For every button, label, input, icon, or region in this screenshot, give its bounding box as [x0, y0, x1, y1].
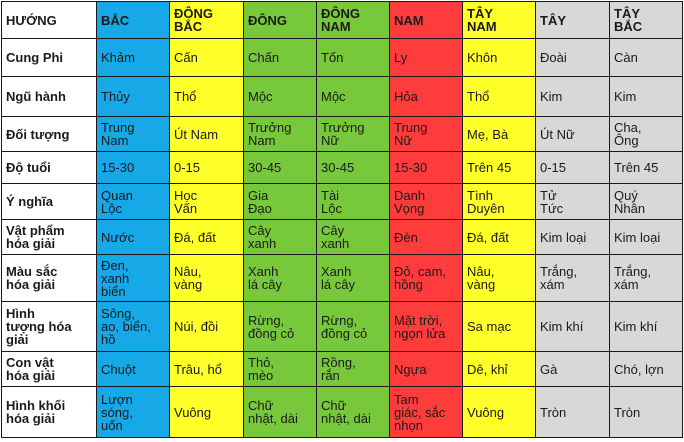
table-row	[2, 220, 683, 255]
table-row	[2, 184, 683, 220]
table-cell: Kim khí	[536, 302, 610, 352]
table-cell: Tròn	[536, 387, 610, 438]
row-header-y-nghia: Ý nghĩa	[2, 184, 97, 220]
table-cell: Rồng, rắn	[317, 352, 390, 387]
table-cell: Trắng, xám	[610, 255, 683, 302]
row-header-vat-pham: Vật phẩm hóa giải	[2, 220, 97, 255]
table-cell: 15-30	[97, 152, 170, 184]
table-cell: Hỏa	[390, 77, 463, 117]
table-cell: Tốn	[317, 39, 390, 77]
table-cell: Lượn sóng, uốn	[97, 387, 170, 438]
table-cell: Thỏ, mèo	[244, 352, 317, 387]
table-cell: 30-45	[244, 152, 317, 184]
corner-header: HƯỚNG	[2, 2, 97, 39]
table-row	[2, 302, 683, 352]
table-cell: Chó, lợn	[610, 352, 683, 387]
table-cell: Dê, khỉ	[463, 352, 536, 387]
table-cell: Nước	[97, 220, 170, 255]
table-cell: Trâu, hổ	[170, 352, 244, 387]
table-cell: 30-45	[317, 152, 390, 184]
table-cell: Đá, đất	[170, 220, 244, 255]
table-cell: Cấn	[170, 39, 244, 77]
table-row	[2, 352, 683, 387]
table-cell: Trưởng Nam	[244, 117, 317, 152]
table-cell: Cây xanh	[317, 220, 390, 255]
table-cell: Đoài	[536, 39, 610, 77]
header-row	[2, 2, 683, 39]
table-cell: Kim	[536, 77, 610, 117]
table-cell: Quý Nhân	[610, 184, 683, 220]
table-cell: Trắng, xám	[536, 255, 610, 302]
table-cell: Chữ nhật, dài	[317, 387, 390, 438]
table-cell: Mộc	[244, 77, 317, 117]
table-row	[2, 117, 683, 152]
feng-shui-direction-table	[1, 1, 683, 438]
row-header-do-tuoi: Độ tuổi	[2, 152, 97, 184]
table-cell: Đá, đất	[463, 220, 536, 255]
table-cell: Vuông	[170, 387, 244, 438]
table-cell: Gà	[536, 352, 610, 387]
table-cell: Kim khí	[610, 302, 683, 352]
row-header-mau-sac: Màu sắc hóa giải	[2, 255, 97, 302]
table-cell: Tình Duyên	[463, 184, 536, 220]
table-cell: Mặt trời, ngọn lửa	[390, 302, 463, 352]
table-cell: Cha, Ông	[610, 117, 683, 152]
table-cell: Ly	[390, 39, 463, 77]
table-cell: Chuột	[97, 352, 170, 387]
table-cell: Tròn	[610, 387, 683, 438]
table-cell: Thổ	[170, 77, 244, 117]
col-header-tay-nam: TÂY NAM	[463, 2, 536, 39]
table-cell: Tam giác, sắc nhọn	[390, 387, 463, 438]
table-cell: Quan Lộc	[97, 184, 170, 220]
row-header-hinh-khoi: Hình khối hóa giải	[2, 387, 97, 438]
table-cell: Tài Lộc	[317, 184, 390, 220]
table-cell: Càn	[610, 39, 683, 77]
row-header-cung-phi: Cung Phi	[2, 39, 97, 77]
table-cell: Út Nữ	[536, 117, 610, 152]
table-cell: Nâu, vàng	[170, 255, 244, 302]
row-header-doi-tuong: Đối tượng	[2, 117, 97, 152]
table-cell: Thổ	[463, 77, 536, 117]
col-header-tay-bac: TÂY BẮC	[610, 2, 683, 39]
table-row	[2, 152, 683, 184]
table-cell: Tử Tức	[536, 184, 610, 220]
row-header-con-vat: Con vật hóa giải	[2, 352, 97, 387]
table-cell: Danh Vọng	[390, 184, 463, 220]
col-header-tay: TÂY	[536, 2, 610, 39]
table-row	[2, 255, 683, 302]
table-cell: Trung Nam	[97, 117, 170, 152]
table-cell: Vuông	[463, 387, 536, 438]
table-cell: Học Vấn	[170, 184, 244, 220]
table-cell: Rừng, đồng cỏ	[317, 302, 390, 352]
table-cell: 0-15	[170, 152, 244, 184]
table-cell: Kim	[610, 77, 683, 117]
table-cell: Nâu, vàng	[463, 255, 536, 302]
table-cell: Ngựa	[390, 352, 463, 387]
table-cell: Đỏ, cam, hồng	[390, 255, 463, 302]
col-header-dong: ĐÔNG	[244, 2, 317, 39]
table-cell: 0-15	[536, 152, 610, 184]
table-cell: Mộc	[317, 77, 390, 117]
table-cell: Trên 45	[610, 152, 683, 184]
table-cell: Trưởng Nữ	[317, 117, 390, 152]
table-cell: Rừng, đồng cỏ	[244, 302, 317, 352]
row-header-ngu-hanh: Ngũ hành	[2, 77, 97, 117]
col-header-dong-bac: ĐÔNG BẮC	[170, 2, 244, 39]
table-cell: Trung Nữ	[390, 117, 463, 152]
table-cell: Khảm	[97, 39, 170, 77]
table-cell: Trên 45	[463, 152, 536, 184]
table-cell: Xanh lá cây	[317, 255, 390, 302]
table-cell: Mẹ, Bà	[463, 117, 536, 152]
row-header-hinh-tuong: Hình tượng hóa giải	[2, 302, 97, 352]
table-row	[2, 39, 683, 77]
table-cell: Kim loại	[610, 220, 683, 255]
table-cell: Chữ nhật, dài	[244, 387, 317, 438]
table-cell: Chấn	[244, 39, 317, 77]
table-cell: Xanh lá cây	[244, 255, 317, 302]
table-cell: Kim loại	[536, 220, 610, 255]
table-cell: Sa mạc	[463, 302, 536, 352]
table-cell: Cây xanh	[244, 220, 317, 255]
table-cell: Thủy	[97, 77, 170, 117]
table-cell: Đen, xanh biển	[97, 255, 170, 302]
col-header-bac: BẮC	[97, 2, 170, 39]
table-cell: 15-30	[390, 152, 463, 184]
table-row	[2, 387, 683, 438]
table-cell: Út Nam	[170, 117, 244, 152]
table-cell: Sông, ao, biển, hồ	[97, 302, 170, 352]
col-header-nam: NAM	[390, 2, 463, 39]
table-cell: Khôn	[463, 39, 536, 77]
table-cell: Núi, đồi	[170, 302, 244, 352]
table-cell: Gia Đạo	[244, 184, 317, 220]
table-cell: Đèn	[390, 220, 463, 255]
table-row	[2, 77, 683, 117]
col-header-dong-nam: ĐÔNG NAM	[317, 2, 390, 39]
